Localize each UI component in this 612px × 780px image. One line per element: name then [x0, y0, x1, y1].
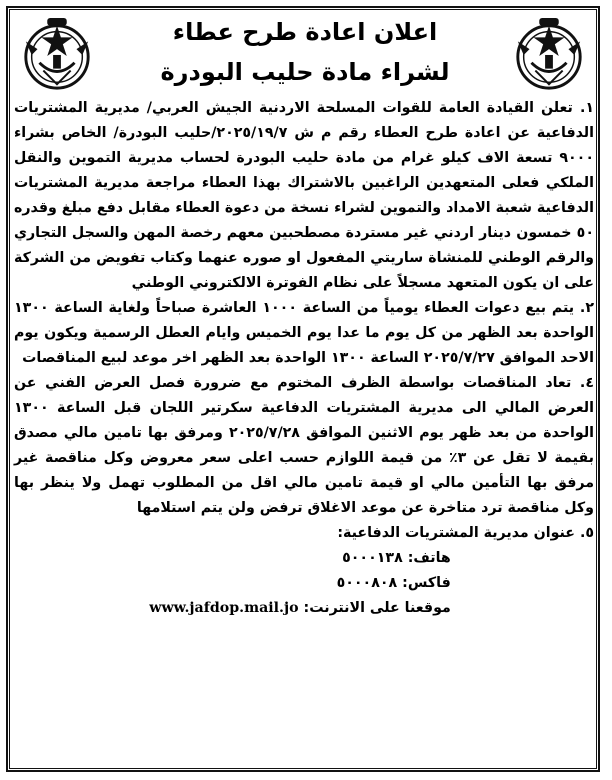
- paragraph-number: ٤.: [579, 375, 594, 391]
- fax-label: فاكس:: [402, 575, 451, 591]
- phone-line: [14, 546, 594, 571]
- paragraph-2: [14, 296, 594, 371]
- paragraph-text: تعلن القيادة العامة للقوات المسلحة الاردنية الجيش العربي/ مديرية المشتريات الدفاعية عن اعادة طرح العطاء رقم م ش ٢٠٢٥/١٩/٧/حليب البودرة/ الخاص بشراء ٩٠٠٠ تسعة الاف كيلو غرام من مادة حليب البودرة لحساب مديرية التموين والنقل الملكي فعلى المتعهدين الراغبين بالاشتراك بهذا العطاء مراجعة مديرية المشتريات الدفاعية شعبة الامداد والتموين لشراء نسخة من دعوة العطاء مقابل دفع مبلغ وقدره ٥٠ خمسون دينار اردني غير مستردة مصطحبين معهم رخصة المهن والسجل التجاري والرقم الوطني للمنشاة ساريتي المفعول او صوره عنهما وكتاب تفويض من الشركة على ان يكون المتعهد مسجلاً على نظام الفوترة الالكتروني الوطني: [14, 100, 594, 291]
- announcement-subtitle: لشراء مادة حليب البودرة: [160, 58, 450, 86]
- paragraph-text: يتم بيع دعوات العطاء يومياً من الساعة ١٠٠٠ العاشرة صباحاً ولغاية الساعة ١٣٠٠ الواحدة بعد الظهر من كل يوم ما عدا يوم الخميس وايام العطل الرسمية ويكون يوم الاحد الموافق ٢٠٢٥/٧/٢٧ الساعة ١٣٠٠ الواحدة بعد الظهر اخر موعد لبيع المناقصات: [14, 300, 594, 366]
- paragraph-number: ١.: [579, 100, 594, 116]
- website-line: [14, 596, 594, 621]
- website-link[interactable]: www.jafdop.mail.jo: [149, 600, 299, 616]
- fax-line: [14, 571, 594, 596]
- header: [10, 10, 596, 94]
- website-label: موقعنا على الانترنت:: [303, 600, 451, 616]
- paragraph-text: تعاد المناقصات بواسطة الظرف المختوم مع ضرورة فصل العرض الفني عن العرض المالي الى مديرية المشتريات الدفاعية سكرتير اللجان قبل الساعة ١٣٠٠ الواحدة من بعد ظهر يوم الاثنين الموافق ٢٠٢٥/٧/٢٨ ومرفق بها تامين مالي مصدق بقيمة لا تقل عن ٣٪ من قيمة اللوازم حسب اعلى سعر معروض وكل مناقصة غير مرفق بها التأمين مالي او قيمة تامين مالي اقل من المطلوب تهمل ولا ينظر بها وكل مناقصة ترد متاخرة عن موعد الاغلاق ترفض ولن يتم استلامها: [14, 375, 595, 516]
- contact-heading-line: [14, 521, 594, 546]
- paragraph-4: [14, 371, 594, 521]
- paragraph-number: ٢.: [579, 300, 594, 316]
- phone-number: ٥٠٠٠١٣٨: [342, 550, 403, 566]
- announcement-title: اعلان اعادة طرح عطاء: [172, 18, 438, 46]
- phone-label: هاتف:: [407, 550, 451, 566]
- paragraph-1: [14, 96, 594, 296]
- jordan-armed-forces-emblem-icon: [18, 16, 96, 92]
- contact-heading: عنوان مديرية المشتريات الدفاعية:: [337, 525, 575, 541]
- announcement-body: [14, 96, 594, 621]
- fax-number: ٥٠٠٠٨٠٨: [336, 575, 398, 591]
- contact-section: [14, 521, 594, 621]
- jordan-armed-forces-emblem-icon: [510, 16, 588, 92]
- paragraph-number: ٥.: [579, 525, 594, 541]
